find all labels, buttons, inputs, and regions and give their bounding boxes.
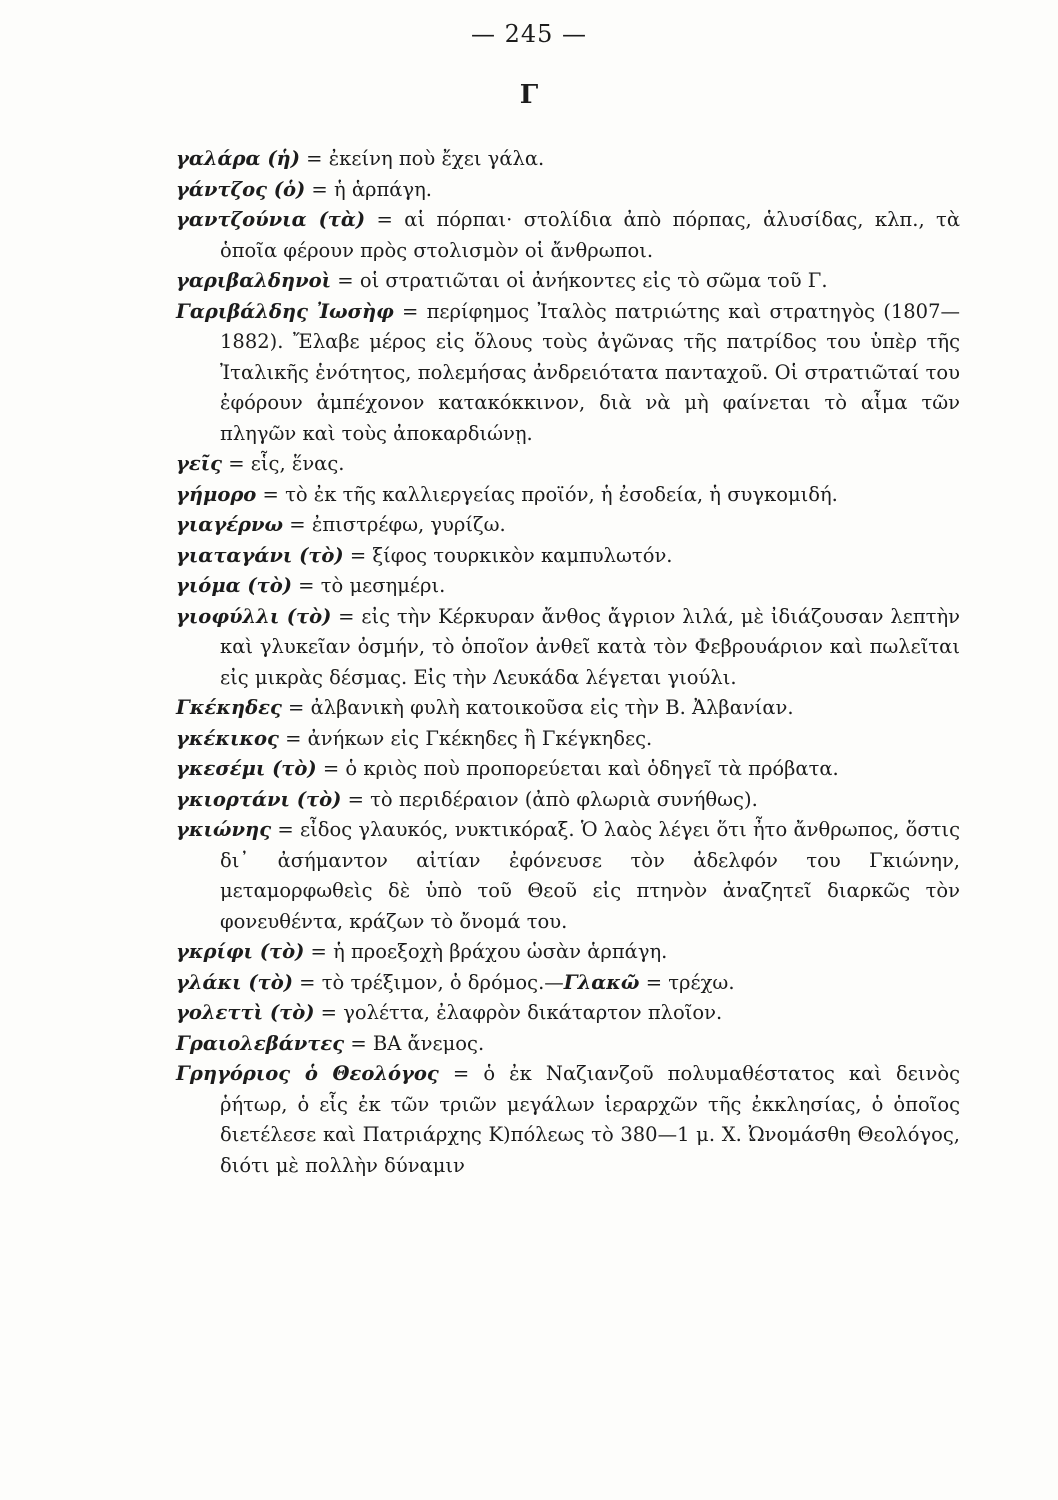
entry-definition: ὁ κριὸς ποὺ προπορεύεται καὶ ὁδηγεῖ τὰ πρόβατα. (345, 757, 839, 780)
entry-separator: = (299, 147, 329, 170)
entry-headword: Γαριβάλδης Ἰωσὴφ (176, 299, 394, 323)
entry-extra-definition: τρέχω. (668, 970, 735, 994)
dictionary-entry (176, 1029, 960, 1060)
entry-separator: = (316, 757, 346, 780)
entry-separator: = (365, 208, 405, 231)
dictionary-entry (176, 480, 960, 511)
dictionary-entry (176, 297, 960, 450)
entry-definition: ἡ ἁρπάγη. (333, 177, 433, 201)
entry-headword: γκεσέμι (τὸ) (176, 757, 317, 780)
entry-separator: = (341, 787, 371, 811)
page-number: — 245 — (470, 20, 588, 48)
entry-separator: = (314, 1001, 344, 1024)
entry-separator: = (271, 818, 300, 841)
entry-separator: = (292, 970, 322, 994)
entry-separator: = (438, 1062, 484, 1085)
entry-separator: = (256, 482, 286, 506)
entry-definition: ἐπιστρέφω, γυρίζω. (311, 513, 506, 536)
entry-separator: = (305, 177, 334, 201)
entry-separator: = (281, 696, 311, 719)
entry-definition: τὸ μεσημέρι. (320, 574, 446, 597)
entry-headword: γιοφύλλι (τὸ) (176, 604, 332, 628)
dictionary-entry (176, 144, 960, 175)
entry-definition: περίφημος Ἰταλὸς πατριώτης καὶ στρατηγὸς (1807—1882). Ἔλαβε μέρος εἰς ὅλους τοὺς ἀγῶνας τῆς πατρίδος του ὑπὲρ τῆς Ἰταλικῆς ἑνότητος, πολεμήσας ἀνδρειότατα πανταχοῦ. Οἱ στρατιῶταί του ἐφόρουν ἀμπέχονον κατακόκκινον, διὰ νὰ μὴ φαίνεται τὸ αἷμα τῶν πληγῶν καὶ τοὺς ἀποκαρδιώνῃ. (220, 299, 960, 445)
entry-headword: γήμορο (176, 482, 257, 506)
entry-definition: τὸ περιδέραιον (ἀπὸ φλωριὰ συνήθως). (370, 787, 758, 811)
entry-definition: ἐκείνη ποὺ ἔχει γάλα. (328, 147, 545, 170)
dictionary-entry (176, 724, 960, 755)
dictionary-entry (176, 602, 960, 694)
entry-headword: γκέκικος (176, 726, 279, 750)
entry-headword: γολεττὶ (τὸ) (176, 1001, 315, 1024)
entry-headword: Γραιολεβάντες (176, 1031, 345, 1055)
dictionary-entry (176, 175, 960, 206)
entry-headword: Γρηγόριος ὁ Θεολόγος (176, 1062, 439, 1085)
dictionary-entry (176, 937, 960, 968)
entry-headword: γκιώνης (176, 818, 272, 841)
entry-definition: ξίφος τουρκικὸν καμπυλωτόν. (372, 543, 673, 567)
entry-separator: = (393, 299, 427, 323)
entry-separator: = (283, 513, 312, 536)
entry-separator: = (331, 269, 360, 292)
dictionary-entry (176, 266, 960, 297)
entry-headword: Γκέκηδες (176, 696, 282, 719)
entry-separator: = (331, 604, 362, 628)
entry-headword: γλάκι (τὸ) (176, 970, 293, 994)
entry-definition: ΒΑ ἄνεμος. (372, 1031, 485, 1055)
dictionary-entries (176, 144, 960, 1181)
entry-definition: ὁ ἐκ Ναζιανζοῦ πολυμαθέστατος καὶ δεινὸς ῥήτωρ, ὁ εἷς ἐκ τῶν τριῶν μεγάλων ἱεραρχῶν τῆς ἐκκλησίας, ὁ ὁποῖος διετέλεσε καὶ Πατριάρχης Κ)πόλεως τὸ 380—1 μ. Χ. Ὠνομάσθη Θεολόγος, διότι μὲ πολλὴν δύναμιν (220, 1062, 960, 1177)
dictionary-entry (176, 571, 960, 602)
dictionary-entry (176, 968, 960, 999)
entry-separator: = (222, 452, 251, 475)
entry-headword: γιόμα (τὸ) (176, 574, 292, 597)
entry-headword: γιαγέρνω (176, 513, 284, 536)
entry-definition: ἀνήκων εἰς Γκέκηδες ἢ Γκέγκηδες. (307, 726, 653, 750)
dictionary-entry (176, 693, 960, 724)
entry-definition: εἷς, ἕνας. (250, 452, 345, 475)
dictionary-entry (176, 998, 960, 1029)
entry-definition: ἀλβανικὴ φυλὴ κατοικοῦσα εἰς τὴν Β. Ἀλβανίαν. (310, 696, 794, 719)
entry-headword: γεῖς (176, 452, 223, 475)
entry-definition: ἡ προεξοχὴ βράχου ὡσὰν ἁρπάγη. (333, 940, 668, 963)
entry-headword: γκρίφι (τὸ) (176, 940, 305, 963)
entry-headword: γαριβαλδηνοὶ (176, 269, 332, 292)
entry-definition: τὸ ἐκ τῆς καλλιεργείας προϊόν, ἡ ἐσοδεία, ἡ συγκομιδή. (285, 482, 838, 506)
entry-headword: γάντζος (ὁ) (176, 177, 306, 201)
dictionary-entry (176, 785, 960, 816)
entry-definition: αἱ πόρπαι· στολίδια ἀπὸ πόρπας, ἁλυσίδας, κλπ., τὰ ὁποῖα φέρουν πρὸς στολισμὸν οἱ ἄνθρωποι. (220, 208, 960, 262)
dictionary-entry (176, 510, 960, 541)
entry-separator: = (304, 940, 334, 963)
entry-headword: γαντζούνια (τὰ) (176, 208, 366, 231)
entry-dash: — (544, 970, 564, 994)
entry-separator: = (278, 726, 308, 750)
dictionary-entry (176, 205, 960, 266)
entry-definition: γολέττα, ἐλαφρὸν δικάταρτον πλοῖον. (343, 1001, 723, 1024)
entry-definition: οἱ στρατιῶται οἱ ἀνήκοντες εἰς τὸ σῶμα τοῦ Γ. (359, 269, 828, 292)
entry-separator: = (343, 543, 373, 567)
entry-separator: = (291, 574, 321, 597)
entry-headword: γκιορτάνι (τὸ) (176, 787, 342, 811)
entry-extra-headword: Γλακῶ (563, 970, 640, 994)
entry-definition: εἰς τὴν Κέρκυραν ἄνθος ἄγριον λιλά, μὲ ἰδιάζουσαν λεπτὴν καὶ γλυκεῖαν ὀσμήν, τὸ ὁποῖον ἀνθεῖ κατὰ τὸν Φεβρουάριον καὶ πωλεῖται εἰς μικρὰς δέσμας. Εἰς τὴν Λευκάδα λέγεται γιούλι. (220, 604, 960, 689)
section-letter: Γ (519, 80, 539, 110)
dictionary-entry (176, 449, 960, 480)
dictionary-entry (176, 815, 960, 937)
entry-headword: γιαταγάνι (τὸ) (176, 543, 344, 567)
entry-separator: = (344, 1031, 373, 1055)
dictionary-entry (176, 1059, 960, 1181)
entry-separator: = (639, 970, 669, 994)
entry-definition: εἶδος γλαυκός, νυκτικόραξ. Ὁ λαὸς λέγει ὅτι ἦτο ἄνθρωπος, ὅστις δι᾽ ἀσήμαντον αἰτίαν ἐφόνευσε τὸν ἀδελφόν του Γκιώνην, μεταμορφωθεὶς δὲ ὑπὸ τοῦ Θεοῦ εἰς πτηνὸν ἀναζητεῖ διαρκῶς τὸν φονευθέντα, κράζων τὸ ὄνομά του. (220, 818, 960, 933)
dictionary-entry (176, 754, 960, 785)
entry-definition: τὸ τρέξιμον, ὁ δρόμος. (321, 970, 545, 994)
entry-headword: γαλάρα (ἡ) (176, 147, 300, 170)
dictionary-entry (176, 541, 960, 572)
